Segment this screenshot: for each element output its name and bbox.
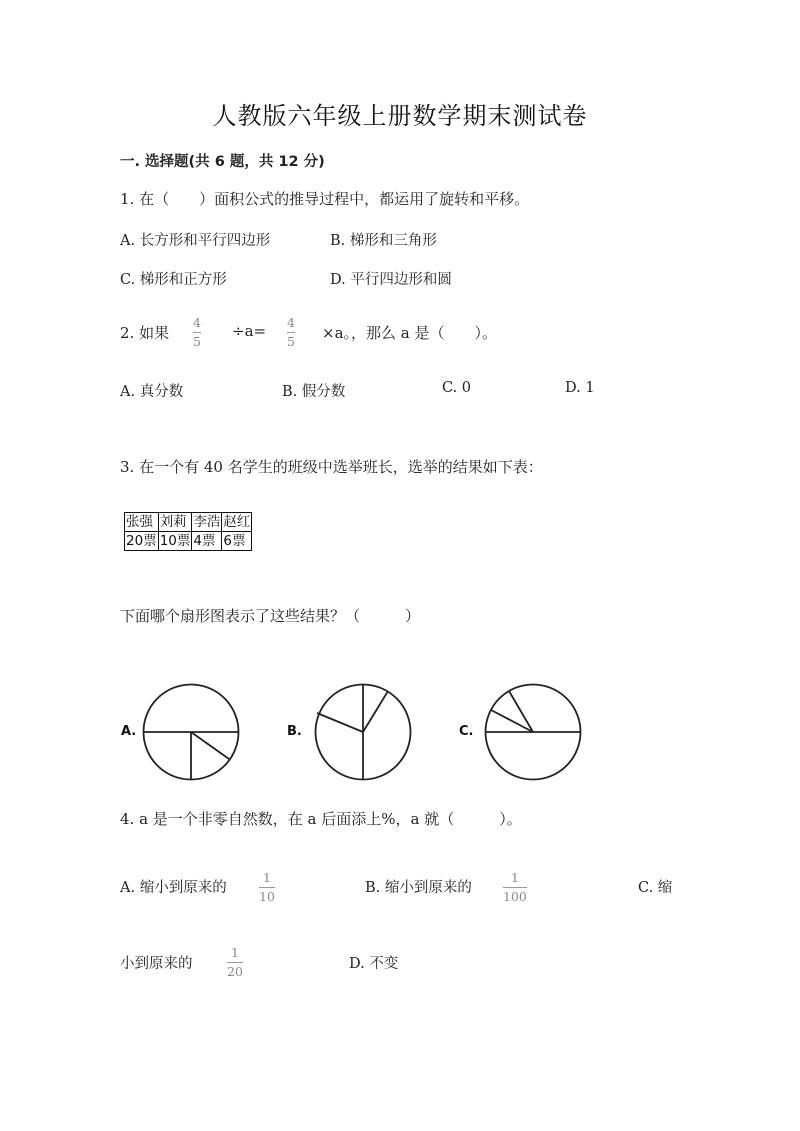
question-3-prompt: 下面哪个扇形图表示了这些结果？（ ） — [120, 607, 421, 625]
q2-option-a[interactable]: A. 真分数 — [120, 384, 184, 400]
fraction-bar — [287, 332, 295, 333]
table-cell: 4票 — [192, 532, 222, 551]
pie-divider — [317, 713, 363, 732]
table-row-votes — [125, 532, 252, 551]
fraction-4-5-second — [287, 316, 295, 349]
pie-divider — [191, 732, 229, 759]
fraction-bar — [503, 887, 527, 888]
table-row-names — [125, 513, 252, 532]
page-title: 人教版六年级上册数学期末测试卷 — [212, 102, 588, 130]
fraction-bar — [193, 332, 201, 333]
pie-chart-b[interactable] — [313, 683, 413, 783]
fraction-1-10 — [259, 871, 275, 904]
pie-chart-a[interactable] — [141, 683, 241, 783]
question-4-stem: 4. a 是一个非零自然数，在 a 后面添上%，a 就（ ）。 — [120, 810, 522, 828]
q4-option-d[interactable]: D. 不变 — [349, 956, 399, 972]
table-cell: 刘莉 — [158, 513, 192, 532]
table-cell: 张强 — [125, 513, 159, 532]
table-cell: 赵红 — [223, 514, 251, 530]
question-2-mid: ÷a= — [232, 322, 267, 340]
fraction-denominator: 20 — [227, 964, 243, 979]
fraction-bar — [227, 962, 243, 963]
fraction-denominator: 100 — [503, 889, 527, 904]
fraction-denominator: 5 — [193, 334, 201, 349]
question-3-stem: 3. 在一个有 40 名学生的班级中选举班长，选举的结果如下表： — [120, 458, 543, 476]
fraction-numerator: 1 — [262, 870, 271, 885]
q1-option-d[interactable]: D. 平行四边形和圆 — [330, 272, 452, 288]
fraction-numerator: 1 — [510, 870, 519, 885]
fraction-numerator: 4 — [193, 315, 201, 330]
question-2-suffix: ×a。，那么 a 是（ ）。 — [322, 324, 497, 342]
fraction-4-5-first — [193, 316, 201, 349]
q4-option-c[interactable]: C. 缩 — [638, 880, 673, 896]
q4-option-b[interactable]: B. 缩小到原来的 — [365, 880, 472, 896]
question-2-prefix: 2. 如果 — [120, 324, 170, 342]
pie-chart-c[interactable] — [483, 683, 583, 783]
table-cell: 李浩 — [193, 514, 221, 530]
section-heading: 一. 选择题(共 6 题，共 12 分) — [120, 154, 325, 170]
pie-label-b[interactable]: B. — [287, 724, 302, 739]
pie-label-c[interactable]: C. — [459, 724, 474, 739]
q4-option-a[interactable]: A. 缩小到原来的 — [120, 880, 227, 896]
table-cell: 10票 — [159, 533, 191, 549]
question-1-stem: 1. 在（ ）面积公式的推导过程中，都运用了旋转和平移。 — [120, 190, 530, 208]
table-cell: 6票 — [222, 532, 252, 551]
pie-label-a[interactable]: A. — [121, 724, 137, 739]
q2-option-c[interactable]: C. 0 — [442, 380, 472, 396]
fraction-1-20 — [227, 946, 243, 979]
table-cell: 20票 — [126, 533, 157, 549]
fraction-denominator: 5 — [287, 334, 295, 349]
q1-option-b[interactable]: B. 梯形和三角形 — [330, 233, 437, 249]
fraction-denominator: 10 — [259, 889, 275, 904]
q1-option-a[interactable]: A. 长方形和平行四边形 — [120, 233, 271, 249]
fraction-numerator: 4 — [287, 315, 295, 330]
vote-table — [124, 512, 252, 551]
q1-option-c[interactable]: C. 梯形和正方形 — [120, 272, 227, 288]
pie-divider — [363, 691, 388, 732]
q2-option-d[interactable]: D. 1 — [565, 380, 595, 396]
fraction-numerator: 1 — [230, 945, 239, 960]
fraction-bar — [259, 887, 275, 888]
fraction-1-100 — [503, 871, 527, 904]
q4-option-c-continued[interactable]: 小到原来的 — [120, 956, 193, 972]
q2-option-b[interactable]: B. 假分数 — [282, 384, 346, 400]
